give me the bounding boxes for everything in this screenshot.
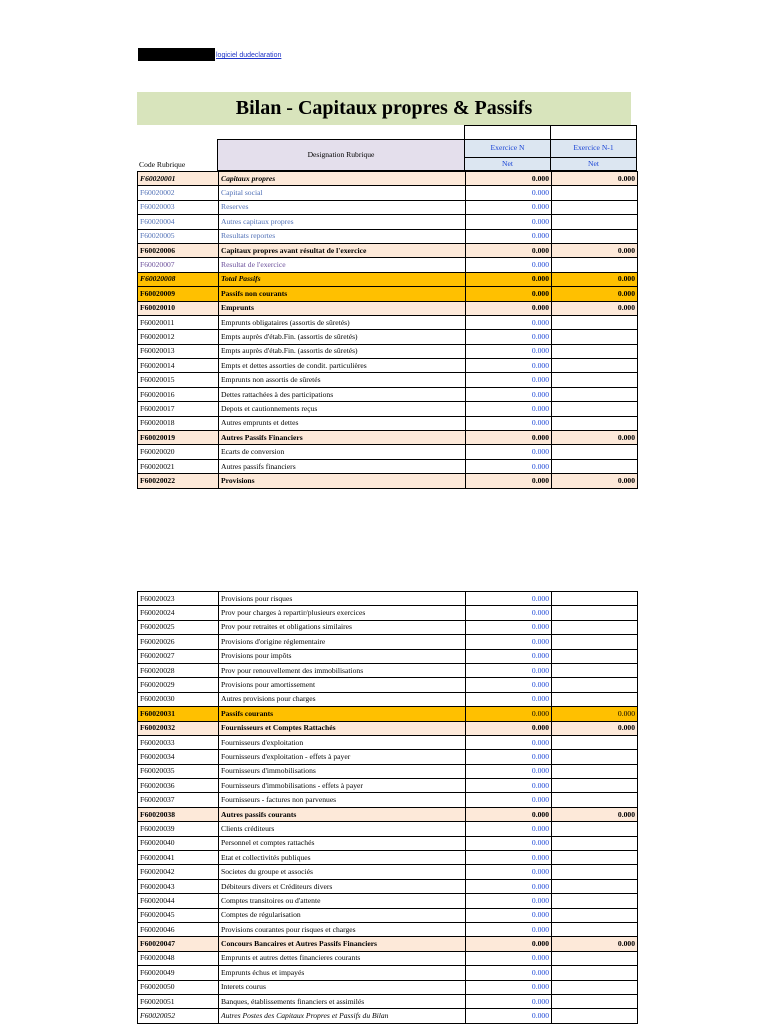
row-label: Débiteurs divers et Créditeurs divers — [219, 879, 466, 893]
row-label: Autres capitaux propres — [219, 215, 466, 229]
row-label: Provisions courantes pour risques et charges — [219, 922, 466, 936]
row-label: Autres emprunts et dettes — [219, 416, 466, 430]
row-value-n1[interactable]: 0.000 — [552, 272, 638, 286]
table-section-1 — [137, 171, 638, 489]
row-label: Emprunts — [219, 301, 466, 315]
col-header-net-n1: Net — [551, 158, 637, 171]
row-value-n[interactable]: 0.000 — [466, 258, 552, 272]
row-value-n1[interactable]: 0.000 — [552, 474, 638, 488]
table-row — [138, 721, 638, 735]
table-row — [138, 258, 638, 272]
row-value-n1[interactable]: 0.000 — [552, 431, 638, 445]
row-value-n[interactable]: 0.000 — [466, 678, 552, 692]
row-value-n[interactable]: 0.000 — [466, 793, 552, 807]
table-row — [138, 649, 638, 663]
row-value-n1[interactable] — [552, 894, 638, 908]
row-value-n[interactable]: 0.000 — [466, 894, 552, 908]
table-row — [138, 908, 638, 922]
row-code: F60020011 — [138, 315, 219, 329]
row-code: F60020032 — [138, 721, 219, 735]
row-code: F60020045 — [138, 908, 219, 922]
table-row — [138, 200, 638, 214]
header-spacer — [218, 126, 465, 140]
table-row — [138, 416, 638, 430]
row-value-n1[interactable] — [552, 445, 638, 459]
row-label: Interets courus — [219, 980, 466, 994]
table-row — [138, 980, 638, 994]
row-code: F60020019 — [138, 431, 219, 445]
row-value-n[interactable]: 0.000 — [466, 851, 552, 865]
table-row — [138, 894, 638, 908]
row-code: F60020039 — [138, 822, 219, 836]
row-code: F60020023 — [138, 592, 219, 606]
row-label: Depots et cautionnements reçus — [219, 402, 466, 416]
row-value-n1[interactable] — [552, 186, 638, 200]
row-code: F60020034 — [138, 750, 219, 764]
row-label: Reserves — [219, 200, 466, 214]
row-code: F60020042 — [138, 865, 219, 879]
row-value-n[interactable]: 0.000 — [466, 620, 552, 634]
row-code: F60020024 — [138, 606, 219, 620]
row-code: F60020016 — [138, 387, 219, 401]
col-header-net-n: Net — [465, 158, 551, 171]
row-code: F60020015 — [138, 373, 219, 387]
table-row — [138, 735, 638, 749]
row-code: F60020013 — [138, 344, 219, 358]
row-label: Clients créditeurs — [219, 822, 466, 836]
row-value-n[interactable]: 0.000 — [466, 764, 552, 778]
row-label: Personnel et comptes rattachés — [219, 836, 466, 850]
row-code: F60020030 — [138, 692, 219, 706]
row-code: F60020049 — [138, 966, 219, 980]
row-code: F60020050 — [138, 980, 219, 994]
row-code: F60020035 — [138, 764, 219, 778]
table-row — [138, 851, 638, 865]
header-blank-n1 — [551, 126, 637, 140]
row-code: F60020027 — [138, 649, 219, 663]
row-value-n1[interactable] — [552, 315, 638, 329]
row-value-n1[interactable] — [552, 966, 638, 980]
row-value-n[interactable]: 0.000 — [466, 445, 552, 459]
row-code: F60020026 — [138, 635, 219, 649]
page-title: Bilan - Capitaux propres & Passifs — [137, 92, 631, 125]
row-code: F60020021 — [138, 459, 219, 473]
row-code: F60020038 — [138, 807, 219, 821]
row-value-n[interactable]: 0.000 — [466, 807, 552, 821]
row-code: F60020008 — [138, 272, 219, 286]
row-value-n[interactable]: 0.000 — [466, 635, 552, 649]
row-label: Autres Postes des Capitaux Propres et Passifs du Bilan — [219, 1009, 466, 1023]
row-value-n[interactable]: 0.000 — [466, 663, 552, 677]
row-label: Empts auprès d'étab.Fin. (assortis de sûretés) — [219, 330, 466, 344]
row-label: Prov pour retraites et obligations similaires — [219, 620, 466, 634]
row-code: F60020025 — [138, 620, 219, 634]
table-row — [138, 459, 638, 473]
row-value-n[interactable]: 0.000 — [466, 865, 552, 879]
row-code: F60020007 — [138, 258, 219, 272]
table-row — [138, 229, 638, 243]
table-row — [138, 692, 638, 706]
row-label: Fournisseurs d'exploitation - effets à payer — [219, 750, 466, 764]
table-row — [138, 301, 638, 315]
row-label: Fournisseurs d'immobilisations - effets à payer — [219, 779, 466, 793]
row-label: Fournisseurs - factures non parvenues — [219, 793, 466, 807]
row-value-n[interactable]: 0.000 — [466, 592, 552, 606]
row-value-n1[interactable] — [552, 879, 638, 893]
row-value-n1[interactable]: 0.000 — [552, 287, 638, 301]
table-row — [138, 431, 638, 445]
row-value-n1[interactable] — [552, 994, 638, 1008]
row-value-n1[interactable] — [552, 649, 638, 663]
row-code: F60020018 — [138, 416, 219, 430]
row-value-n1[interactable] — [552, 922, 638, 936]
row-label: Autres Passifs Financiers — [219, 431, 466, 445]
row-label: Emprunts non assortis de sûretés — [219, 373, 466, 387]
header-blank-n — [465, 126, 551, 140]
row-code: F60020010 — [138, 301, 219, 315]
row-value-n1[interactable] — [552, 865, 638, 879]
row-code: F60020036 — [138, 779, 219, 793]
row-value-n[interactable]: 0.000 — [466, 735, 552, 749]
row-code: F60020037 — [138, 793, 219, 807]
row-code: F60020006 — [138, 243, 219, 257]
row-code: F60020003 — [138, 200, 219, 214]
table-row — [138, 793, 638, 807]
row-value-n1[interactable] — [552, 822, 638, 836]
row-label: Comptes transitoires ou d'attente — [219, 894, 466, 908]
row-label: Societes du groupe et associés — [219, 865, 466, 879]
row-value-n[interactable]: 0.000 — [466, 980, 552, 994]
row-value-n[interactable]: 0.000 — [466, 474, 552, 488]
table-row — [138, 1009, 638, 1023]
row-value-n[interactable]: 0.000 — [466, 922, 552, 936]
table-row — [138, 707, 638, 721]
row-label: Comptes de régularisation — [219, 908, 466, 922]
row-value-n[interactable]: 0.000 — [466, 287, 552, 301]
row-value-n1[interactable] — [552, 980, 638, 994]
row-label: Capital social — [219, 186, 466, 200]
row-value-n1[interactable]: 0.000 — [552, 807, 638, 821]
row-label: Fournisseurs d'exploitation — [219, 735, 466, 749]
row-value-n[interactable]: 0.000 — [466, 387, 552, 401]
row-value-n[interactable]: 0.000 — [466, 431, 552, 445]
row-value-n1[interactable] — [552, 764, 638, 778]
row-value-n[interactable]: 0.000 — [466, 951, 552, 965]
row-value-n1[interactable] — [552, 215, 638, 229]
row-value-n1[interactable] — [552, 387, 638, 401]
table-row — [138, 215, 638, 229]
table-row — [138, 243, 638, 257]
redacted-box — [138, 48, 215, 61]
row-value-n1[interactable]: 0.000 — [552, 937, 638, 951]
row-value-n[interactable]: 0.000 — [466, 822, 552, 836]
row-value-n[interactable]: 0.000 — [466, 779, 552, 793]
row-value-n1[interactable]: 0.000 — [552, 707, 638, 721]
row-code: F60020002 — [138, 186, 219, 200]
row-value-n1[interactable] — [552, 330, 638, 344]
row-code: F60020005 — [138, 229, 219, 243]
row-label: Emprunts obligataires (assortis de sûretés) — [219, 315, 466, 329]
table-row — [138, 359, 638, 373]
row-value-n[interactable]: 0.000 — [466, 879, 552, 893]
table-row — [138, 678, 638, 692]
row-code: F60020043 — [138, 879, 219, 893]
table-row — [138, 779, 638, 793]
table-row — [138, 474, 638, 488]
row-label: Provisions — [219, 474, 466, 488]
row-label: Resultat de l'exercice — [219, 258, 466, 272]
table-row — [138, 186, 638, 200]
row-value-n[interactable]: 0.000 — [466, 908, 552, 922]
table-row — [138, 836, 638, 850]
row-value-n[interactable]: 0.000 — [466, 200, 552, 214]
row-label: Total Passifs — [219, 272, 466, 286]
row-value-n1[interactable] — [552, 258, 638, 272]
table-row — [138, 994, 638, 1008]
table-row — [138, 315, 638, 329]
row-label: Passifs courants — [219, 707, 466, 721]
row-value-n1[interactable] — [552, 620, 638, 634]
row-value-n1[interactable] — [552, 229, 638, 243]
row-value-n1[interactable] — [552, 416, 638, 430]
row-value-n[interactable]: 0.000 — [466, 330, 552, 344]
row-label: Provisions pour risques — [219, 592, 466, 606]
col-header-code: Code Rubrique — [139, 159, 186, 169]
table-row — [138, 865, 638, 879]
row-code: F60020044 — [138, 894, 219, 908]
row-value-n1[interactable] — [552, 344, 638, 358]
row-value-n1[interactable] — [552, 692, 638, 706]
col-header-designation: Designation Rubrique — [218, 139, 465, 170]
row-label: Ecarts de conversion — [219, 445, 466, 459]
row-label: Provisions d'origine réglementaire — [219, 635, 466, 649]
row-label: Resultats reportes — [219, 229, 466, 243]
row-value-n[interactable]: 0.000 — [466, 172, 552, 186]
table-row — [138, 592, 638, 606]
row-value-n[interactable]: 0.000 — [466, 937, 552, 951]
row-value-n1[interactable] — [552, 635, 638, 649]
row-label: Provisions pour impôts — [219, 649, 466, 663]
row-value-n[interactable]: 0.000 — [466, 186, 552, 200]
row-code: F60020022 — [138, 474, 219, 488]
table-row — [138, 620, 638, 634]
row-code: F60020033 — [138, 735, 219, 749]
row-code: F60020028 — [138, 663, 219, 677]
row-label: Prov pour renouvellement des immobilisations — [219, 663, 466, 677]
row-label: Capitaux propres — [219, 172, 466, 186]
table-row — [138, 402, 638, 416]
row-value-n[interactable]: 0.000 — [466, 836, 552, 850]
row-label: Prov pour charges à repartir/plusieurs exercices — [219, 606, 466, 620]
row-value-n[interactable]: 0.000 — [466, 373, 552, 387]
table-row — [138, 937, 638, 951]
table-header — [137, 125, 637, 171]
row-code: F60020052 — [138, 1009, 219, 1023]
row-value-n1[interactable] — [552, 951, 638, 965]
row-label: Empts auprès d'étab.Fin. (assortis de sûretés) — [219, 344, 466, 358]
table-row — [138, 373, 638, 387]
row-code: F60020046 — [138, 922, 219, 936]
row-code: F60020041 — [138, 851, 219, 865]
table-row — [138, 287, 638, 301]
table-row — [138, 272, 638, 286]
table-row — [138, 879, 638, 893]
row-code: F60020029 — [138, 678, 219, 692]
row-code: F60020014 — [138, 359, 219, 373]
row-code: F60020047 — [138, 937, 219, 951]
row-value-n[interactable]: 0.000 — [466, 272, 552, 286]
table-row — [138, 344, 638, 358]
row-code: F60020004 — [138, 215, 219, 229]
row-value-n1[interactable] — [552, 359, 638, 373]
row-value-n1[interactable] — [552, 373, 638, 387]
row-code: F60020040 — [138, 836, 219, 850]
row-value-n[interactable]: 0.000 — [466, 692, 552, 706]
row-value-n1[interactable] — [552, 779, 638, 793]
col-header-exercice-n: Exercice N — [465, 139, 551, 157]
table-row — [138, 330, 638, 344]
row-code: F60020020 — [138, 445, 219, 459]
row-value-n1[interactable] — [552, 592, 638, 606]
row-label: Passifs non courants — [219, 287, 466, 301]
row-label: Emprunts échus et impayés — [219, 966, 466, 980]
row-value-n[interactable]: 0.000 — [466, 966, 552, 980]
row-value-n[interactable]: 0.000 — [466, 229, 552, 243]
row-label: Emprunts et autres dettes financieres courants — [219, 951, 466, 965]
row-label: Provisions pour amortissement — [219, 678, 466, 692]
table-row — [138, 606, 638, 620]
table-row — [138, 951, 638, 965]
row-label: Concours Bancaires et Autres Passifs Financiers — [219, 937, 466, 951]
row-value-n1[interactable] — [552, 793, 638, 807]
row-value-n[interactable]: 0.000 — [466, 750, 552, 764]
row-code: F60020001 — [138, 172, 219, 186]
row-value-n[interactable]: 0.000 — [466, 416, 552, 430]
table-row — [138, 822, 638, 836]
row-label: Banques, établissements financiers et assimilés — [219, 994, 466, 1008]
row-value-n[interactable]: 0.000 — [466, 721, 552, 735]
row-value-n1[interactable]: 0.000 — [552, 172, 638, 186]
table-row — [138, 966, 638, 980]
row-label: Fournisseurs d'immobilisations — [219, 764, 466, 778]
table-row — [138, 663, 638, 677]
table-row — [138, 445, 638, 459]
row-value-n[interactable]: 0.000 — [466, 344, 552, 358]
row-code: F60020012 — [138, 330, 219, 344]
row-value-n1[interactable] — [552, 200, 638, 214]
row-label: Etat et collectivités publiques — [219, 851, 466, 865]
row-label: Autres passifs courants — [219, 807, 466, 821]
table-row — [138, 172, 638, 186]
row-label: Empts et dettes assorties de condit. particulières — [219, 359, 466, 373]
row-value-n1[interactable]: 0.000 — [552, 301, 638, 315]
row-value-n[interactable]: 0.000 — [466, 459, 552, 473]
row-code: F60020048 — [138, 951, 219, 965]
row-value-n[interactable]: 0.000 — [466, 994, 552, 1008]
row-label: Fournisseurs et Comptes Rattachés — [219, 721, 466, 735]
col-header-exercice-n1: Exercice N-1 — [551, 139, 637, 157]
table-section-2 — [137, 591, 638, 1024]
row-label: Autres provisions pour charges — [219, 692, 466, 706]
table-row — [138, 764, 638, 778]
row-value-n1[interactable]: 0.000 — [552, 243, 638, 257]
row-value-n1[interactable] — [552, 663, 638, 677]
table-row — [138, 922, 638, 936]
row-code: F60020031 — [138, 707, 219, 721]
table-row — [138, 750, 638, 764]
row-code: F60020051 — [138, 994, 219, 1008]
row-value-n[interactable]: 0.000 — [466, 1009, 552, 1023]
row-label: Dettes rattachées à des participations — [219, 387, 466, 401]
row-code: F60020017 — [138, 402, 219, 416]
row-label: Capitaux propres avant résultat de l'exercice — [219, 243, 466, 257]
row-value-n1[interactable] — [552, 402, 638, 416]
row-value-n[interactable]: 0.000 — [466, 359, 552, 373]
row-value-n[interactable]: 0.000 — [466, 301, 552, 315]
row-value-n1[interactable] — [552, 606, 638, 620]
table-row — [138, 387, 638, 401]
row-value-n1[interactable] — [552, 735, 638, 749]
row-value-n[interactable]: 0.000 — [466, 606, 552, 620]
row-code: F60020009 — [138, 287, 219, 301]
row-value-n1[interactable] — [552, 1009, 638, 1023]
row-value-n1[interactable] — [552, 750, 638, 764]
row-value-n1[interactable]: 0.000 — [552, 721, 638, 735]
row-value-n[interactable]: 0.000 — [466, 707, 552, 721]
row-value-n[interactable]: 0.000 — [466, 315, 552, 329]
row-value-n1[interactable] — [552, 836, 638, 850]
table-row — [138, 807, 638, 821]
row-value-n1[interactable] — [552, 908, 638, 922]
row-value-n1[interactable] — [552, 678, 638, 692]
software-link[interactable]: logiciel dudeclaration — [216, 52, 282, 59]
row-value-n[interactable]: 0.000 — [466, 215, 552, 229]
row-value-n[interactable]: 0.000 — [466, 243, 552, 257]
row-value-n[interactable]: 0.000 — [466, 402, 552, 416]
row-value-n[interactable]: 0.000 — [466, 649, 552, 663]
table-row — [138, 635, 638, 649]
row-value-n1[interactable] — [552, 851, 638, 865]
row-label: Autres passifs financiers — [219, 459, 466, 473]
row-value-n1[interactable] — [552, 459, 638, 473]
